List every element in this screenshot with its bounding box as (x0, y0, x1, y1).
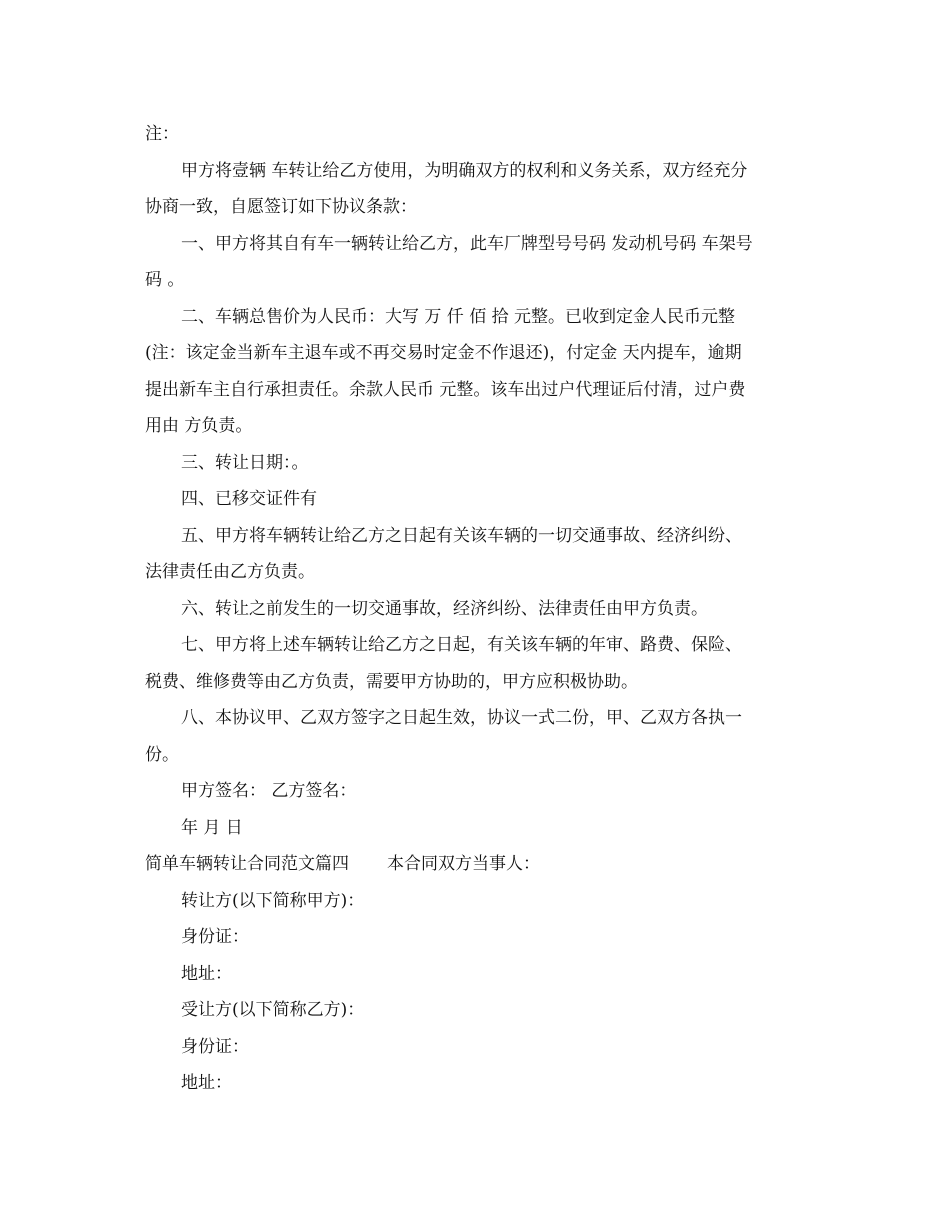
transferor-label: 转让方(以下简称甲方)： (181, 890, 365, 911)
clause-6: 六、转让之前发生的一切交通事故，经济纠纷、法律责任由甲方负责。 (181, 598, 708, 619)
intro-line-2: 协商一致，自愿签订如下协议条款： (145, 197, 417, 217)
clause-2-line-4: 用由 方负责。 (145, 416, 253, 436)
clause-3: 三、转让日期：。 (181, 452, 309, 473)
transferee-id-label: 身份证： (181, 1036, 249, 1057)
clause-7-line-2: 税费、维修费等由乙方负责，需要甲方协助的，甲方应积极协助。 (145, 671, 638, 692)
intro-line-1: 甲方将壹辆 车转让给乙方使用，为明确双方的权利和义务关系，双方经充分 (181, 160, 748, 181)
clause-8 (145, 700, 805, 773)
clause-2-line-1: 二、车辆总售价为人民币：大写 万 仟 佰 拾 元整。已收到定金人民币元整 (181, 306, 736, 327)
document-body (145, 116, 805, 1102)
clause-2 (145, 299, 805, 445)
clause-7 (145, 627, 805, 700)
clause-2-line-2: (注：该定金当新车主退车或不再交易时定金不作退还)，付定金 天内提车，逾期 (145, 343, 742, 363)
transferor-id-label: 身份证： (181, 927, 249, 947)
signature-line: 甲方签名： 乙方签名： (181, 781, 357, 801)
section-4-heading-row (145, 846, 805, 883)
clause-1 (145, 226, 805, 299)
intro-paragraph (145, 153, 805, 226)
transferor-address-label: 地址： (181, 963, 232, 984)
clause-5-line-2: 法律责任由乙方负责。 (145, 562, 315, 582)
section-4-title: 简单车辆转让合同范文篇四 (145, 854, 349, 874)
transferee-address-label: 地址： (181, 1073, 232, 1093)
note-label: 注： (145, 124, 179, 144)
clause-4: 四、已移交证件有 (181, 489, 317, 509)
clause-8-line-1: 八、本协议甲、乙双方签字之日起生效，协议一式二份，甲、乙双方各执一 (181, 708, 742, 728)
clause-1-line-2: 码 。 (145, 270, 185, 290)
clause-1-line-1: 一、甲方将其自有车一辆转让给乙方，此车厂牌型号号码 发动机号码 车架号 (181, 233, 753, 254)
date-line: 年 月 日 (181, 817, 243, 838)
clause-7-line-1: 七、甲方将上述车辆转让给乙方之日起，有关该车辆的年审、路费、保险、 (181, 635, 742, 655)
clause-5 (145, 518, 805, 591)
transferee-label: 受让方(以下简称乙方)： (181, 1000, 365, 1020)
clause-5-line-1: 五、甲方将车辆转让给乙方之日起有关该车辆的一切交通事故、经济纠纷、 (181, 525, 742, 546)
clause-8-line-2: 份。 (145, 744, 179, 765)
parties-intro: 本合同双方当事人： (387, 854, 540, 874)
clause-2-line-3: 提出新车主自行承担责任。余款人民币 元整。该车出过户代理证后付清，过户费 (145, 379, 746, 400)
